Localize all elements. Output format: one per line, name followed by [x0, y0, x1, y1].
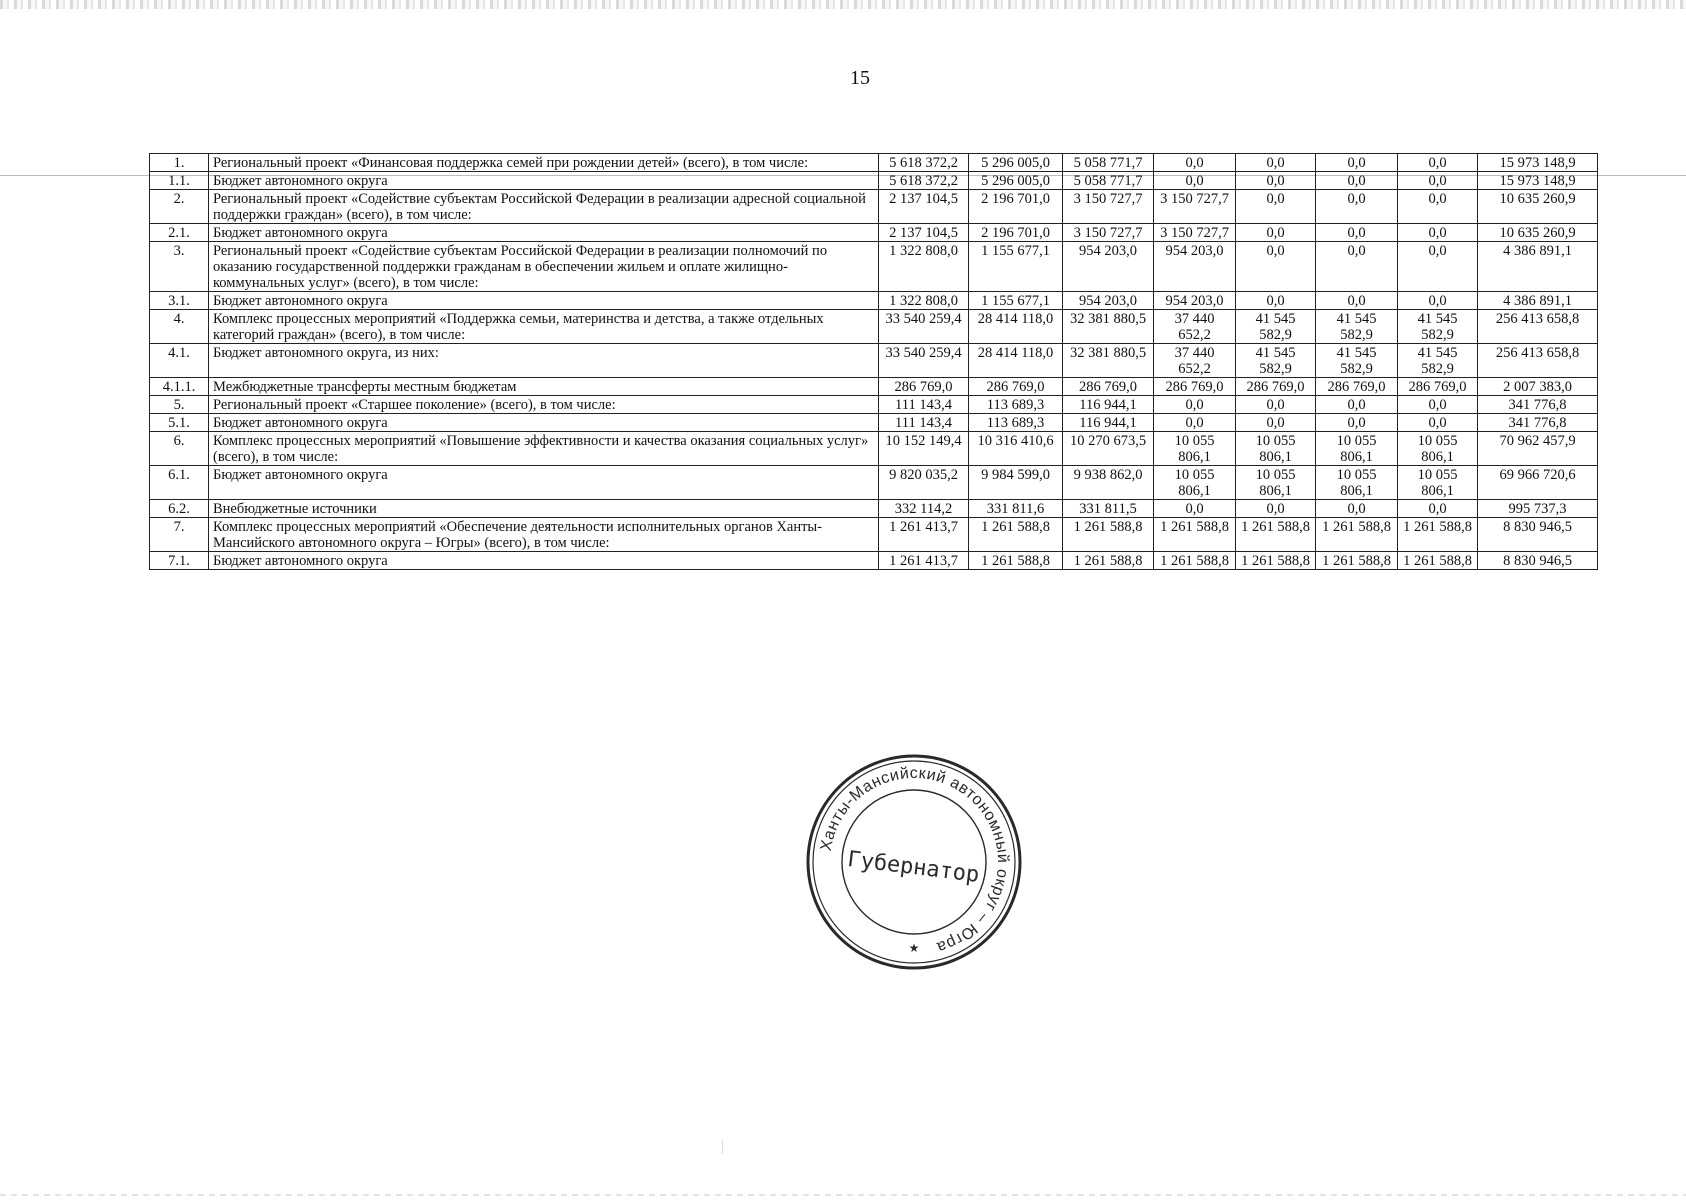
table-row [150, 432, 1598, 466]
value-cell: 1 261 588,8 [1236, 552, 1316, 570]
value-cell: 41 545 582,9 [1316, 344, 1398, 378]
value-cell: 9 984 599,0 [969, 466, 1063, 500]
row-number: 2.1. [150, 224, 209, 242]
value-cell: 0,0 [1316, 190, 1398, 224]
value-cell: 954 203,0 [1063, 292, 1154, 310]
value-cell: 1 155 677,1 [969, 242, 1063, 292]
value-cell: 0,0 [1236, 172, 1316, 190]
scan-edge-noise [0, 0, 1686, 9]
value-cell: 0,0 [1316, 242, 1398, 292]
total-cell: 4 386 891,1 [1478, 242, 1598, 292]
total-cell: 256 413 658,8 [1478, 310, 1598, 344]
row-name: Региональный проект «Содействие субъектам Российской Федерации в реализации адресной социальной поддержки граждан» (всего), в том числе: [209, 190, 879, 224]
table-row [150, 190, 1598, 224]
value-cell: 0,0 [1398, 190, 1478, 224]
scan-mark [722, 1140, 723, 1154]
value-cell: 1 261 588,8 [1154, 518, 1236, 552]
table-row [150, 224, 1598, 242]
value-cell: 0,0 [1398, 172, 1478, 190]
value-cell: 1 261 413,7 [879, 552, 969, 570]
value-cell: 2 137 104,5 [879, 224, 969, 242]
table-row [150, 242, 1598, 292]
value-cell: 286 769,0 [879, 378, 969, 396]
row-name: Межбюджетные трансферты местным бюджетам [209, 378, 879, 396]
table-row [150, 344, 1598, 378]
row-name: Региональный проект «Финансовая поддержка семей при рождении детей» (всего), в том числе: [209, 154, 879, 172]
value-cell: 10 055 806,1 [1154, 432, 1236, 466]
row-name: Бюджет автономного округа [209, 552, 879, 570]
total-cell: 341 776,8 [1478, 414, 1598, 432]
value-cell: 0,0 [1154, 396, 1236, 414]
governor-seal [804, 752, 1024, 972]
value-cell: 33 540 259,4 [879, 310, 969, 344]
seal-star-icon: ★ [908, 941, 920, 955]
value-cell: 286 769,0 [969, 378, 1063, 396]
value-cell: 0,0 [1316, 396, 1398, 414]
value-cell: 0,0 [1236, 414, 1316, 432]
row-name: Бюджет автономного округа [209, 414, 879, 432]
value-cell: 32 381 880,5 [1063, 310, 1154, 344]
seal-center-text: Губернатор [846, 846, 981, 888]
value-cell: 10 152 149,4 [879, 432, 969, 466]
value-cell: 1 261 588,8 [1316, 552, 1398, 570]
table-row [150, 414, 1598, 432]
value-cell: 286 769,0 [1236, 378, 1316, 396]
total-cell: 70 962 457,9 [1478, 432, 1598, 466]
value-cell: 5 296 005,0 [969, 172, 1063, 190]
budget-table [149, 153, 1598, 570]
row-number: 3.1. [150, 292, 209, 310]
value-cell: 33 540 259,4 [879, 344, 969, 378]
row-number: 4. [150, 310, 209, 344]
row-number: 4.1.1. [150, 378, 209, 396]
value-cell: 286 769,0 [1316, 378, 1398, 396]
total-cell: 15 973 148,9 [1478, 172, 1598, 190]
value-cell: 9 938 862,0 [1063, 466, 1154, 500]
row-number: 6. [150, 432, 209, 466]
table-row [150, 466, 1598, 500]
value-cell: 0,0 [1398, 154, 1478, 172]
value-cell: 0,0 [1398, 500, 1478, 518]
value-cell: 1 261 588,8 [1154, 552, 1236, 570]
page-number: 15 [850, 67, 870, 89]
value-cell: 37 440 652,2 [1154, 344, 1236, 378]
row-name: Бюджет автономного округа [209, 224, 879, 242]
value-cell: 0,0 [1236, 224, 1316, 242]
total-cell: 15 973 148,9 [1478, 154, 1598, 172]
row-name: Комплекс процессных мероприятий «Поддержка семьи, материнства и детства, а также отдельных категорий граждан» (всего), в том числе: [209, 310, 879, 344]
row-number: 6.1. [150, 466, 209, 500]
value-cell: 32 381 880,5 [1063, 344, 1154, 378]
total-cell: 10 635 260,9 [1478, 190, 1598, 224]
row-number: 6.2. [150, 500, 209, 518]
value-cell: 41 545 582,9 [1236, 310, 1316, 344]
value-cell: 0,0 [1316, 500, 1398, 518]
row-name: Региональный проект «Содействие субъектам Российской Федерации в реализации полномочий по оказанию государственной поддержки гражданам в обеспечении жильем и оплате жилищно-коммунальных услуг» (всего), в том числе: [209, 242, 879, 292]
value-cell: 1 261 588,8 [1316, 518, 1398, 552]
value-cell: 41 545 582,9 [1398, 310, 1478, 344]
value-cell: 0,0 [1236, 396, 1316, 414]
value-cell: 1 322 808,0 [879, 242, 969, 292]
value-cell: 0,0 [1316, 414, 1398, 432]
total-cell: 256 413 658,8 [1478, 344, 1598, 378]
value-cell: 1 261 413,7 [879, 518, 969, 552]
value-cell: 0,0 [1398, 414, 1478, 432]
table-row [150, 518, 1598, 552]
value-cell: 111 143,4 [879, 414, 969, 432]
seal-ring-text: Ханты-Мансийский автономный округ – Югра [817, 764, 1012, 956]
row-name: Внебюджетные источники [209, 500, 879, 518]
value-cell: 331 811,5 [1063, 500, 1154, 518]
value-cell: 954 203,0 [1063, 242, 1154, 292]
row-number: 7.1. [150, 552, 209, 570]
value-cell: 28 414 118,0 [969, 344, 1063, 378]
value-cell: 28 414 118,0 [969, 310, 1063, 344]
row-name: Региональный проект «Старшее поколение» (всего), в том числе: [209, 396, 879, 414]
value-cell: 0,0 [1236, 154, 1316, 172]
value-cell: 113 689,3 [969, 396, 1063, 414]
value-cell: 5 296 005,0 [969, 154, 1063, 172]
value-cell: 0,0 [1398, 396, 1478, 414]
value-cell: 5 058 771,7 [1063, 154, 1154, 172]
scan-bottom-noise [0, 1194, 1686, 1196]
value-cell: 3 150 727,7 [1063, 190, 1154, 224]
value-cell: 10 055 806,1 [1398, 432, 1478, 466]
value-cell: 111 143,4 [879, 396, 969, 414]
value-cell: 2 196 701,0 [969, 224, 1063, 242]
value-cell: 286 769,0 [1398, 378, 1478, 396]
row-number: 3. [150, 242, 209, 292]
total-cell: 995 737,3 [1478, 500, 1598, 518]
value-cell: 37 440 652,2 [1154, 310, 1236, 344]
value-cell: 10 055 806,1 [1236, 466, 1316, 500]
table-row [150, 378, 1598, 396]
total-cell: 2 007 383,0 [1478, 378, 1598, 396]
value-cell: 0,0 [1398, 292, 1478, 310]
value-cell: 9 820 035,2 [879, 466, 969, 500]
total-cell: 10 635 260,9 [1478, 224, 1598, 242]
row-name: Бюджет автономного округа, из них: [209, 344, 879, 378]
table-row [150, 552, 1598, 570]
total-cell: 69 966 720,6 [1478, 466, 1598, 500]
value-cell: 0,0 [1316, 172, 1398, 190]
value-cell: 0,0 [1154, 500, 1236, 518]
value-cell: 0,0 [1236, 242, 1316, 292]
total-cell: 8 830 946,5 [1478, 552, 1598, 570]
table-row [150, 310, 1598, 344]
value-cell: 10 270 673,5 [1063, 432, 1154, 466]
value-cell: 5 618 372,2 [879, 154, 969, 172]
row-name: Бюджет автономного округа [209, 292, 879, 310]
value-cell: 0,0 [1154, 172, 1236, 190]
value-cell: 0,0 [1398, 224, 1478, 242]
value-cell: 3 150 727,7 [1154, 224, 1236, 242]
value-cell: 2 137 104,5 [879, 190, 969, 224]
value-cell: 0,0 [1236, 190, 1316, 224]
value-cell: 1 261 588,8 [1398, 552, 1478, 570]
row-number: 5.1. [150, 414, 209, 432]
value-cell: 286 769,0 [1154, 378, 1236, 396]
value-cell: 113 689,3 [969, 414, 1063, 432]
value-cell: 1 155 677,1 [969, 292, 1063, 310]
value-cell: 3 150 727,7 [1154, 190, 1236, 224]
value-cell: 0,0 [1236, 292, 1316, 310]
row-name: Бюджет автономного округа [209, 172, 879, 190]
value-cell: 5 058 771,7 [1063, 172, 1154, 190]
value-cell: 331 811,6 [969, 500, 1063, 518]
value-cell: 10 055 806,1 [1316, 466, 1398, 500]
value-cell: 332 114,2 [879, 500, 969, 518]
value-cell: 1 261 588,8 [1063, 518, 1154, 552]
value-cell: 10 316 410,6 [969, 432, 1063, 466]
value-cell: 41 545 582,9 [1398, 344, 1478, 378]
row-number: 1. [150, 154, 209, 172]
value-cell: 0,0 [1154, 154, 1236, 172]
row-number: 7. [150, 518, 209, 552]
value-cell: 10 055 806,1 [1236, 432, 1316, 466]
table-row [150, 500, 1598, 518]
value-cell: 2 196 701,0 [969, 190, 1063, 224]
value-cell: 0,0 [1398, 242, 1478, 292]
value-cell: 116 944,1 [1063, 396, 1154, 414]
value-cell: 116 944,1 [1063, 414, 1154, 432]
row-number: 2. [150, 190, 209, 224]
value-cell: 3 150 727,7 [1063, 224, 1154, 242]
table-row [150, 154, 1598, 172]
table-row [150, 396, 1598, 414]
row-number: 5. [150, 396, 209, 414]
value-cell: 954 203,0 [1154, 292, 1236, 310]
value-cell: 1 261 588,8 [969, 552, 1063, 570]
value-cell: 41 545 582,9 [1316, 310, 1398, 344]
value-cell: 0,0 [1236, 500, 1316, 518]
row-name: Бюджет автономного округа [209, 466, 879, 500]
value-cell: 10 055 806,1 [1316, 432, 1398, 466]
value-cell: 954 203,0 [1154, 242, 1236, 292]
row-number: 1.1. [150, 172, 209, 190]
value-cell: 41 545 582,9 [1236, 344, 1316, 378]
value-cell: 1 261 588,8 [969, 518, 1063, 552]
value-cell: 1 322 808,0 [879, 292, 969, 310]
value-cell: 0,0 [1316, 292, 1398, 310]
value-cell: 1 261 588,8 [1236, 518, 1316, 552]
value-cell: 10 055 806,1 [1154, 466, 1236, 500]
row-name: Комплекс процессных мероприятий «Обеспечение деятельности исполнительных органов Ханты-Мансийского автономного округа – Югры» (всего), в том числе: [209, 518, 879, 552]
value-cell: 5 618 372,2 [879, 172, 969, 190]
row-name: Комплекс процессных мероприятий «Повышение эффективности и качества оказания социальных услуг» (всего), в том числе: [209, 432, 879, 466]
value-cell: 1 261 588,8 [1398, 518, 1478, 552]
row-number: 4.1. [150, 344, 209, 378]
value-cell: 0,0 [1154, 414, 1236, 432]
value-cell: 286 769,0 [1063, 378, 1154, 396]
total-cell: 341 776,8 [1478, 396, 1598, 414]
value-cell: 0,0 [1316, 224, 1398, 242]
total-cell: 4 386 891,1 [1478, 292, 1598, 310]
table-row [150, 292, 1598, 310]
table-row [150, 172, 1598, 190]
total-cell: 8 830 946,5 [1478, 518, 1598, 552]
value-cell: 10 055 806,1 [1398, 466, 1478, 500]
value-cell: 1 261 588,8 [1063, 552, 1154, 570]
value-cell: 0,0 [1316, 154, 1398, 172]
